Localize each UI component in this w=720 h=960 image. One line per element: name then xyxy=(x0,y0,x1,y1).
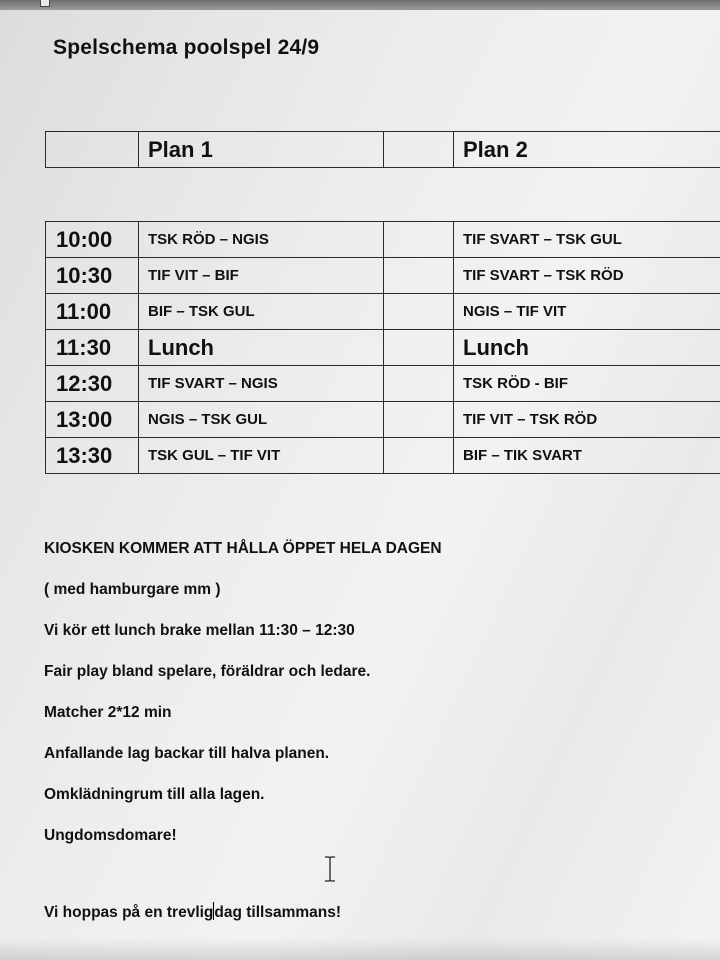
note-lunch-break: Vi kör ett lunch brake mellan 11:30 – 12:30 xyxy=(44,622,355,639)
spacer-cell xyxy=(384,222,454,258)
spacer-cell xyxy=(384,330,454,366)
schedule-table xyxy=(45,221,720,474)
plan1-match-cell: TSK GUL – TIF VIT xyxy=(139,438,384,474)
time-cell: 13:30 xyxy=(46,438,139,474)
note-hamburgers: ( med hamburgare mm ) xyxy=(44,581,221,598)
time-cell: 12:30 xyxy=(46,366,139,402)
time-cell: 10:00 xyxy=(46,222,139,258)
schedule-row xyxy=(46,438,720,474)
plan2-match-cell: TSK RÖD - BIF xyxy=(454,366,720,402)
time-cell: 10:30 xyxy=(46,258,139,294)
spacer-cell xyxy=(384,294,454,330)
spacer-cell xyxy=(384,402,454,438)
note-kiosk: KIOSKEN KOMMER ATT HÅLLA ÖPPET HELA DAGEN xyxy=(44,540,442,557)
schedule-row xyxy=(46,294,720,330)
closing-line[interactable] xyxy=(44,902,341,922)
plan2-match-cell: Lunch xyxy=(454,330,720,366)
schedule-row xyxy=(46,402,720,438)
note-match-length: Matcher 2*12 min xyxy=(44,704,172,721)
document-title: Spelschema poolspel 24/9 xyxy=(53,36,320,59)
time-cell: 13:00 xyxy=(46,402,139,438)
spacer-cell xyxy=(384,438,454,474)
plan1-match-cell: BIF – TSK GUL xyxy=(139,294,384,330)
header-empty-cell xyxy=(46,132,139,168)
note-youth-referees: Ungdomsdomare! xyxy=(44,827,177,844)
notes-section xyxy=(44,536,442,864)
header-plan1: Plan 1 xyxy=(139,132,384,168)
plan1-match-cell: TSK RÖD – NGIS xyxy=(139,222,384,258)
plan2-match-cell: TIF SVART – TSK RÖD xyxy=(454,258,720,294)
closing-text-end: dag tillsammans! xyxy=(214,904,342,921)
schedule-row xyxy=(46,258,720,294)
plan-header-table xyxy=(45,131,720,168)
window-control-icon[interactable] xyxy=(40,0,50,7)
plan1-match-cell: TIF SVART – NGIS xyxy=(139,366,384,402)
schedule-row xyxy=(46,366,720,402)
i-beam-cursor-icon xyxy=(323,856,337,882)
plan1-match-cell: TIF VIT – BIF xyxy=(139,258,384,294)
note-changing-rooms: Omklädningrum till alla lagen. xyxy=(44,786,265,803)
plan1-match-cell: Lunch xyxy=(139,330,384,366)
note-attacking-team: Anfallande lag backar till halva planen. xyxy=(44,745,330,762)
spacer-cell xyxy=(384,258,454,294)
window-top-edge xyxy=(0,0,720,10)
time-cell: 11:00 xyxy=(46,294,139,330)
plan2-match-cell: BIF – TIK SVART xyxy=(454,438,720,474)
header-empty-cell xyxy=(384,132,454,168)
header-plan2: Plan 2 xyxy=(454,132,720,168)
schedule-row xyxy=(46,330,720,366)
plan-header-row xyxy=(46,132,720,168)
plan2-match-cell: NGIS – TIF VIT xyxy=(454,294,720,330)
screen-bottom-edge xyxy=(0,938,720,960)
plan2-match-cell: TIF SVART – TSK GUL xyxy=(454,222,720,258)
spacer-cell xyxy=(384,366,454,402)
time-cell: 11:30 xyxy=(46,330,139,366)
schedule-row xyxy=(46,222,720,258)
plan2-match-cell: TIF VIT – TSK RÖD xyxy=(454,402,720,438)
plan1-match-cell: NGIS – TSK GUL xyxy=(139,402,384,438)
closing-text-start: Vi hoppas på en trevlig xyxy=(44,904,214,921)
note-fair-play: Fair play bland spelare, föräldrar och ledare. xyxy=(44,663,371,680)
